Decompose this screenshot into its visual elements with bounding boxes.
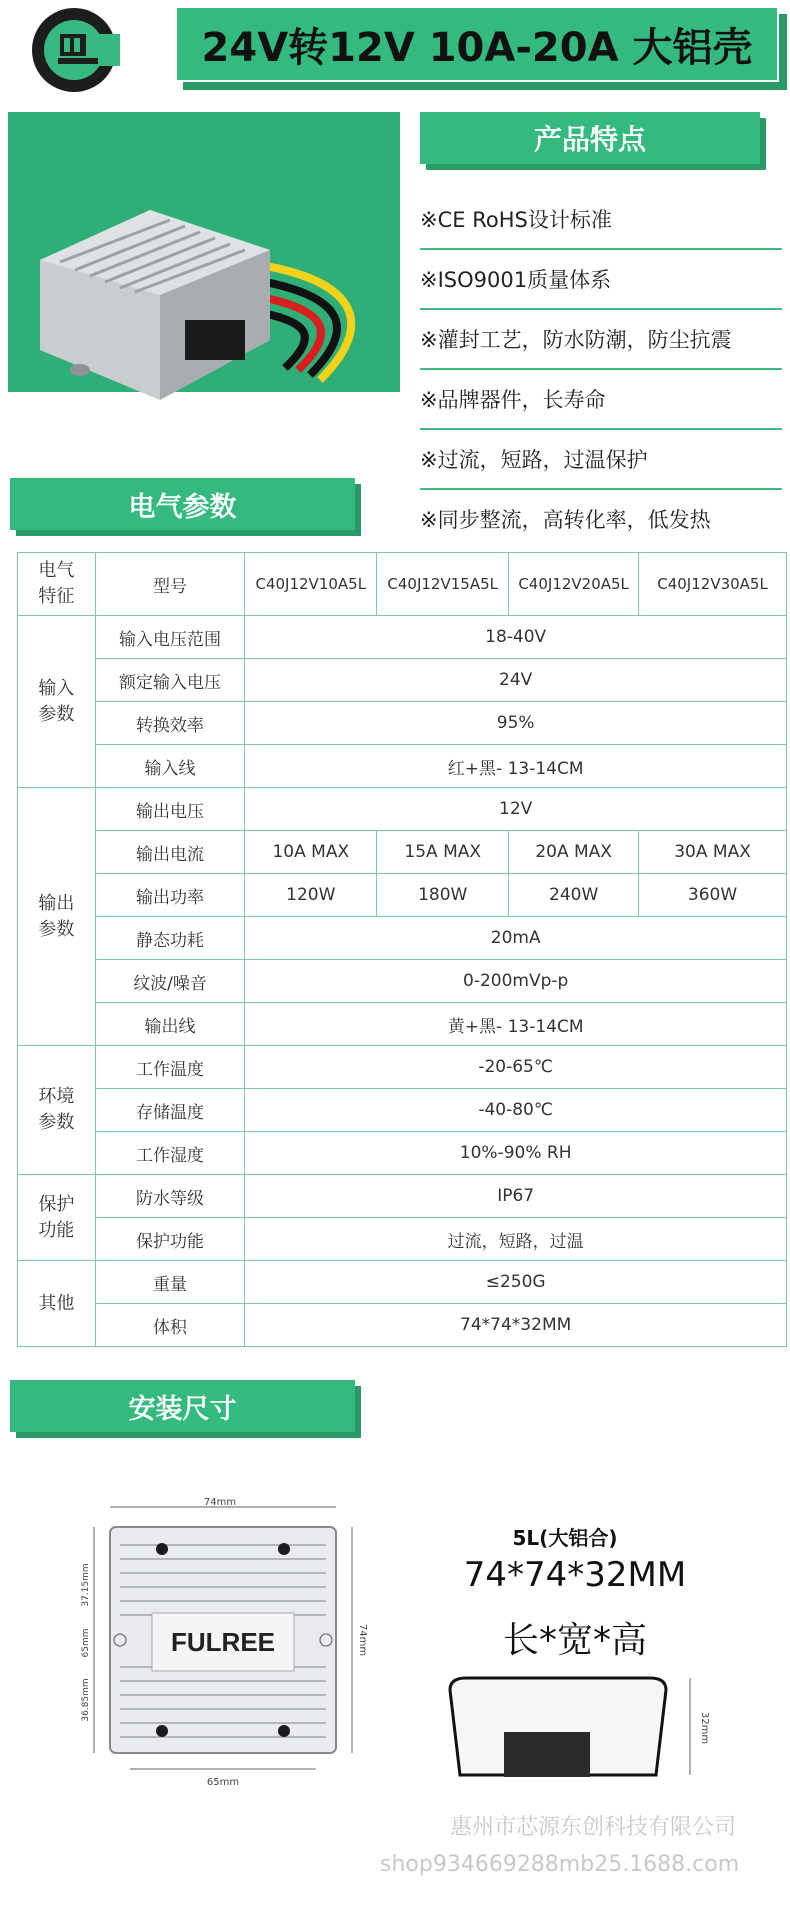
page-title: 24V转12V 10A-20A 大铝壳 (201, 24, 753, 71)
electrical-section-title: 电气参数 (10, 478, 355, 530)
param-value: 10A MAX (245, 831, 377, 874)
param-value: -40-80℃ (245, 1089, 787, 1132)
feature-item: ※过流，短路，过温保护 (420, 430, 782, 490)
model-column-header: C40J12V15A5L (377, 553, 509, 616)
param-value: 15A MAX (377, 831, 509, 874)
param-label: 输入线 (95, 745, 245, 788)
feature-item: ※同步整流，高转化率，低发热 (420, 508, 711, 532)
param-label: 存储温度 (95, 1089, 245, 1132)
watermark-url: shop934669288mb25.1688.com (380, 1852, 740, 1877)
param-value: 10%-90% RH (245, 1132, 787, 1175)
install-section-title: 安装尺寸 (10, 1380, 355, 1432)
param-label: 静态功耗 (95, 917, 245, 960)
table-row (18, 745, 787, 788)
param-value: 180W (377, 874, 509, 917)
param-label: 工作湿度 (95, 1132, 245, 1175)
group-label: 输入 参数 (18, 616, 96, 788)
model-column-header: C40J12V10A5L (245, 553, 377, 616)
param-value: ≤250G (245, 1261, 787, 1304)
param-value: 过流，短路，过温 (245, 1218, 787, 1261)
feature-item: ※品牌器件，长寿命 (420, 370, 782, 430)
param-value: 120W (245, 874, 377, 917)
features-title: 产品特点 (420, 112, 760, 164)
feature-item: ※CE RoHS设计标准 (420, 190, 782, 250)
case-type-label: 5L(大铝合) (512, 1526, 618, 1550)
group-label: 保护 功能 (18, 1175, 96, 1261)
param-value: 240W (509, 874, 639, 917)
table-row (18, 874, 787, 917)
model-column-header: C40J12V30A5L (639, 553, 787, 616)
table-row (18, 960, 787, 1003)
brand-label: FULREE (171, 1627, 275, 1657)
group-label: 其他 (18, 1261, 96, 1347)
param-label: 输出线 (95, 1003, 245, 1046)
param-label: 纹波/噪音 (95, 960, 245, 1003)
param-value: 74*74*32MM (245, 1304, 787, 1347)
param-value: 360W (639, 874, 787, 917)
param-value: 95% (245, 702, 787, 745)
param-label: 体积 (95, 1304, 245, 1347)
dim-top-label: 74mm (203, 1497, 237, 1508)
param-value: 12V (245, 788, 787, 831)
table-row (18, 1089, 787, 1132)
spec-table (17, 552, 787, 1347)
watermark-company: 惠州市芯源东创科技有限公司 (450, 1815, 737, 1840)
param-label: 重量 (95, 1261, 245, 1304)
table-row (18, 831, 787, 874)
table-row (18, 1132, 787, 1175)
param-value: 0-200mVp-p (245, 960, 787, 1003)
param-value: 20A MAX (509, 831, 639, 874)
table-row (18, 616, 787, 659)
dim-bottom-label: 65mm (206, 1777, 240, 1788)
table-row (18, 917, 787, 960)
param-label: 转换效率 (95, 702, 245, 745)
param-label: 防水等级 (95, 1175, 245, 1218)
param-value: 30A MAX (639, 831, 787, 874)
table-row (18, 1218, 787, 1261)
header-title-banner (175, 6, 779, 82)
group-label: 环境 参数 (18, 1046, 96, 1175)
param-label: 输出功率 (95, 874, 245, 917)
table-header-group: 电气 特征 (18, 553, 96, 616)
table-row (18, 788, 787, 831)
product-photo (20, 170, 400, 430)
table-row (18, 1175, 787, 1218)
param-label: 输出电流 (95, 831, 245, 874)
table-header-row (18, 553, 787, 616)
model-column-header: C40J12V20A5L (509, 553, 639, 616)
dim-left-bottom-label: 36.85mm (81, 1678, 91, 1722)
dim-left-top-label: 37.15mm (81, 1563, 91, 1607)
table-row (18, 659, 787, 702)
table-row (18, 702, 787, 745)
param-value: 黄+黑- 13-14CM (245, 1003, 787, 1046)
side-view-drawing (440, 1670, 720, 1790)
dim-right-label: 74mm (357, 1623, 368, 1657)
param-value: 20mA (245, 917, 787, 960)
param-label: 输出电压 (95, 788, 245, 831)
param-label: 保护功能 (95, 1218, 245, 1261)
table-row (18, 1046, 787, 1089)
table-header-model: 型号 (95, 553, 245, 616)
dim-side-label: 32mm (699, 1711, 710, 1745)
param-value: 红+黑- 13-14CM (245, 745, 787, 788)
brand-logo-icon (28, 4, 120, 96)
param-value: IP67 (245, 1175, 787, 1218)
param-label: 输入电压范围 (95, 616, 245, 659)
table-row (18, 1304, 787, 1347)
top-view-drawing (70, 1495, 370, 1805)
feature-item: ※灌封工艺，防水防潮，防尘抗震 (420, 310, 782, 370)
dim-left-mid-label: 65mm (81, 1628, 91, 1658)
param-value: 24V (245, 659, 787, 702)
param-value: 18-40V (245, 616, 787, 659)
dims-caption: 长*宽*高 (502, 1620, 647, 1661)
table-row (18, 1261, 787, 1304)
dims-value: 74*74*32MM (463, 1555, 687, 1595)
feature-item: ※ISO9001质量体系 (420, 250, 782, 310)
group-label: 输出 参数 (18, 788, 96, 1046)
table-row (18, 1003, 787, 1046)
param-value: -20-65℃ (245, 1046, 787, 1089)
param-label: 额定输入电压 (95, 659, 245, 702)
param-label: 工作温度 (95, 1046, 245, 1089)
